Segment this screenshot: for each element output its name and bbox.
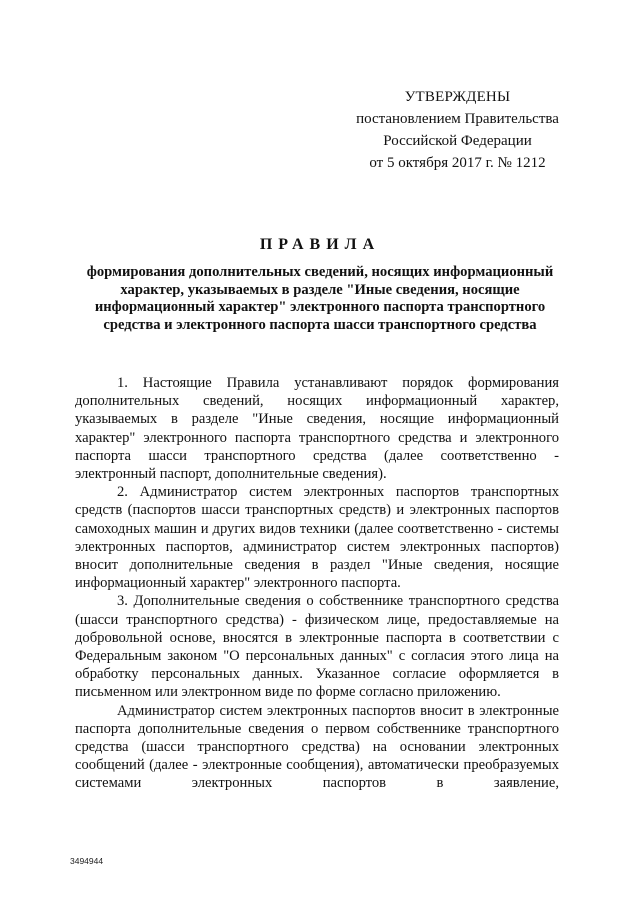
- approval-line-3: от 5 октября 2017 г. № 1212: [369, 155, 546, 171]
- document-title: ПРАВИЛА: [259, 236, 381, 253]
- approval-line-1: постановлением Правительства: [356, 111, 559, 127]
- paragraph-3: 3. Дополнительные сведения о собственнике транспортного средства (шасси транспортного средства) - физическом лице, предоставляемые на добровольной основе, вносятся в электронные паспорта в соответствии с Федеральным законом "О персональных данных" с согласия этого лица на обработку персональных данных. Указанное согласие оформляется в письменном или электронном виде по форме согласно приложению.: [75, 593, 559, 701]
- document-body: [75, 374, 559, 793]
- paragraph-1: 1. Настоящие Правила устанавливают порядок формирования дополнительных сведений, носящих информационный характер, указываемых в разделе "Иные сведения, носящие информационный характер" электронного паспорта транспортного средства и электронного паспорта шасси транспортного средства (далее соответственно - электронный паспорт, дополнительные сведения).: [75, 375, 559, 483]
- document-number: 3494944: [70, 856, 104, 866]
- approval-block: [335, 86, 580, 174]
- paragraph-4: Администратор систем электронных паспортов вносит в электронные паспорта дополнительные сведения о первом собственнике транспортного средства (шасси транспортного средства) на основании электронных сообщений (далее - электронные сообщения), автоматически преобразуемых системами электронных паспортов в заявление,: [75, 702, 559, 792]
- approval-heading: УТВЕРЖДЕНЫ: [404, 89, 511, 105]
- document-subtitle: формирования дополнительных сведений, носящих информационный характер, указываемых в разделе "Иные сведения, носящие информационный характер" электронного паспорта транспортного средства и электронного паспорта шасси транспортного средства: [86, 264, 554, 333]
- approval-line-2: Российской Федерации: [383, 133, 532, 149]
- paragraph-2: 2. Администратор систем электронных паспортов транспортных средств (паспортов шасси транспортных средств) и электронных паспортов самоходных машин и других видов техники (далее соответственно - системы электронных паспортов, администратор систем электронных паспортов) вносит дополнительные сведения в раздел "Иные сведения, носящие информационный характер" электронного паспорта.: [75, 484, 559, 592]
